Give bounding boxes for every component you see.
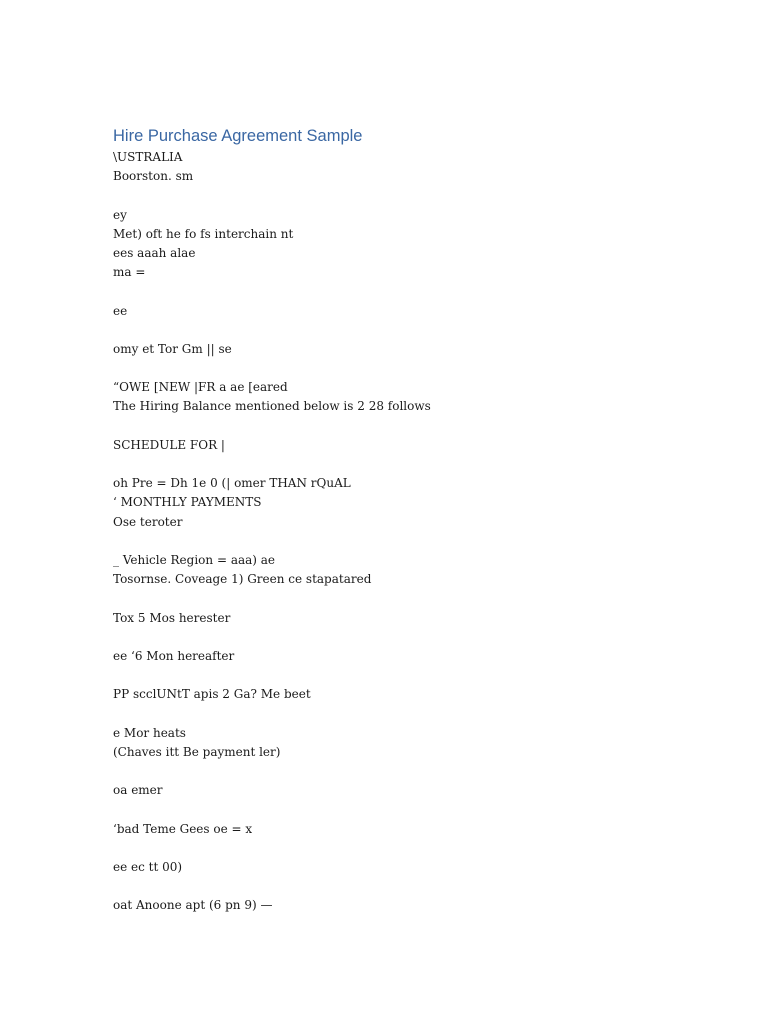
schedule-heading: SCHEDULE FOR | <box>113 437 225 452</box>
text-line: The Hiring Balance mentioned below is 2 28 follows <box>113 399 431 414</box>
text-line: ey <box>113 207 127 222</box>
blank-line <box>113 282 713 301</box>
text-line: ee ‘6 Mon hereafter <box>113 648 235 663</box>
document-body <box>113 148 713 916</box>
text-line: oa emer <box>113 783 163 798</box>
document-title: Hire Purchase Agreement Sample <box>113 127 363 145</box>
blank-line <box>113 455 713 474</box>
blank-line <box>113 186 713 205</box>
blank-line <box>113 589 713 608</box>
blank-line <box>113 762 713 781</box>
text-line: ee ec tt 00) <box>113 859 183 874</box>
text-line: PP scclUNtT apis 2 Ga? Me beet <box>113 687 311 702</box>
blank-line <box>113 704 713 723</box>
blank-line <box>113 321 713 340</box>
blank-line <box>113 839 713 858</box>
text-line: ees aaah alae <box>113 245 196 260</box>
text-line: Boorston. sm <box>113 169 194 184</box>
text-line: ‘bad Teme Gees oe = x <box>113 821 253 836</box>
text-line: ma = <box>113 265 146 280</box>
text-line: _ Vehicle Region = aaa) ae <box>113 552 276 567</box>
blank-line <box>113 800 713 819</box>
blank-line <box>113 877 713 896</box>
blank-line <box>113 532 713 551</box>
blank-line <box>113 359 713 378</box>
text-line: ‘ MONTHLY PAYMENTS <box>113 495 262 510</box>
text-line: oh Pre = Dh 1e 0 (| omer THAN rQuAL <box>113 476 351 491</box>
text-line: omy et Tor Gm || se <box>113 341 232 356</box>
blank-line <box>113 666 713 685</box>
text-line: Ose teroter <box>113 514 183 529</box>
document-page <box>113 124 713 916</box>
text-line: e Mor heats <box>113 725 186 740</box>
blank-line <box>113 417 713 436</box>
text-line: (Chaves itt Be payment ler) <box>113 744 281 759</box>
text-line: Met) oft he fo fs interchain nt <box>113 226 294 241</box>
text-line: oat Anoone apt (6 pn 9) — <box>113 898 273 913</box>
blank-line <box>113 628 713 647</box>
text-line: Tosornse. Coveage 1) Green ce stapatared <box>113 572 372 587</box>
text-line: \USTRALIA <box>113 150 183 164</box>
text-line: ee <box>113 303 128 318</box>
text-line: “OWE [NEW |FR a ae [eared <box>113 380 288 395</box>
text-line: Tox 5 Mos herester <box>113 610 231 625</box>
